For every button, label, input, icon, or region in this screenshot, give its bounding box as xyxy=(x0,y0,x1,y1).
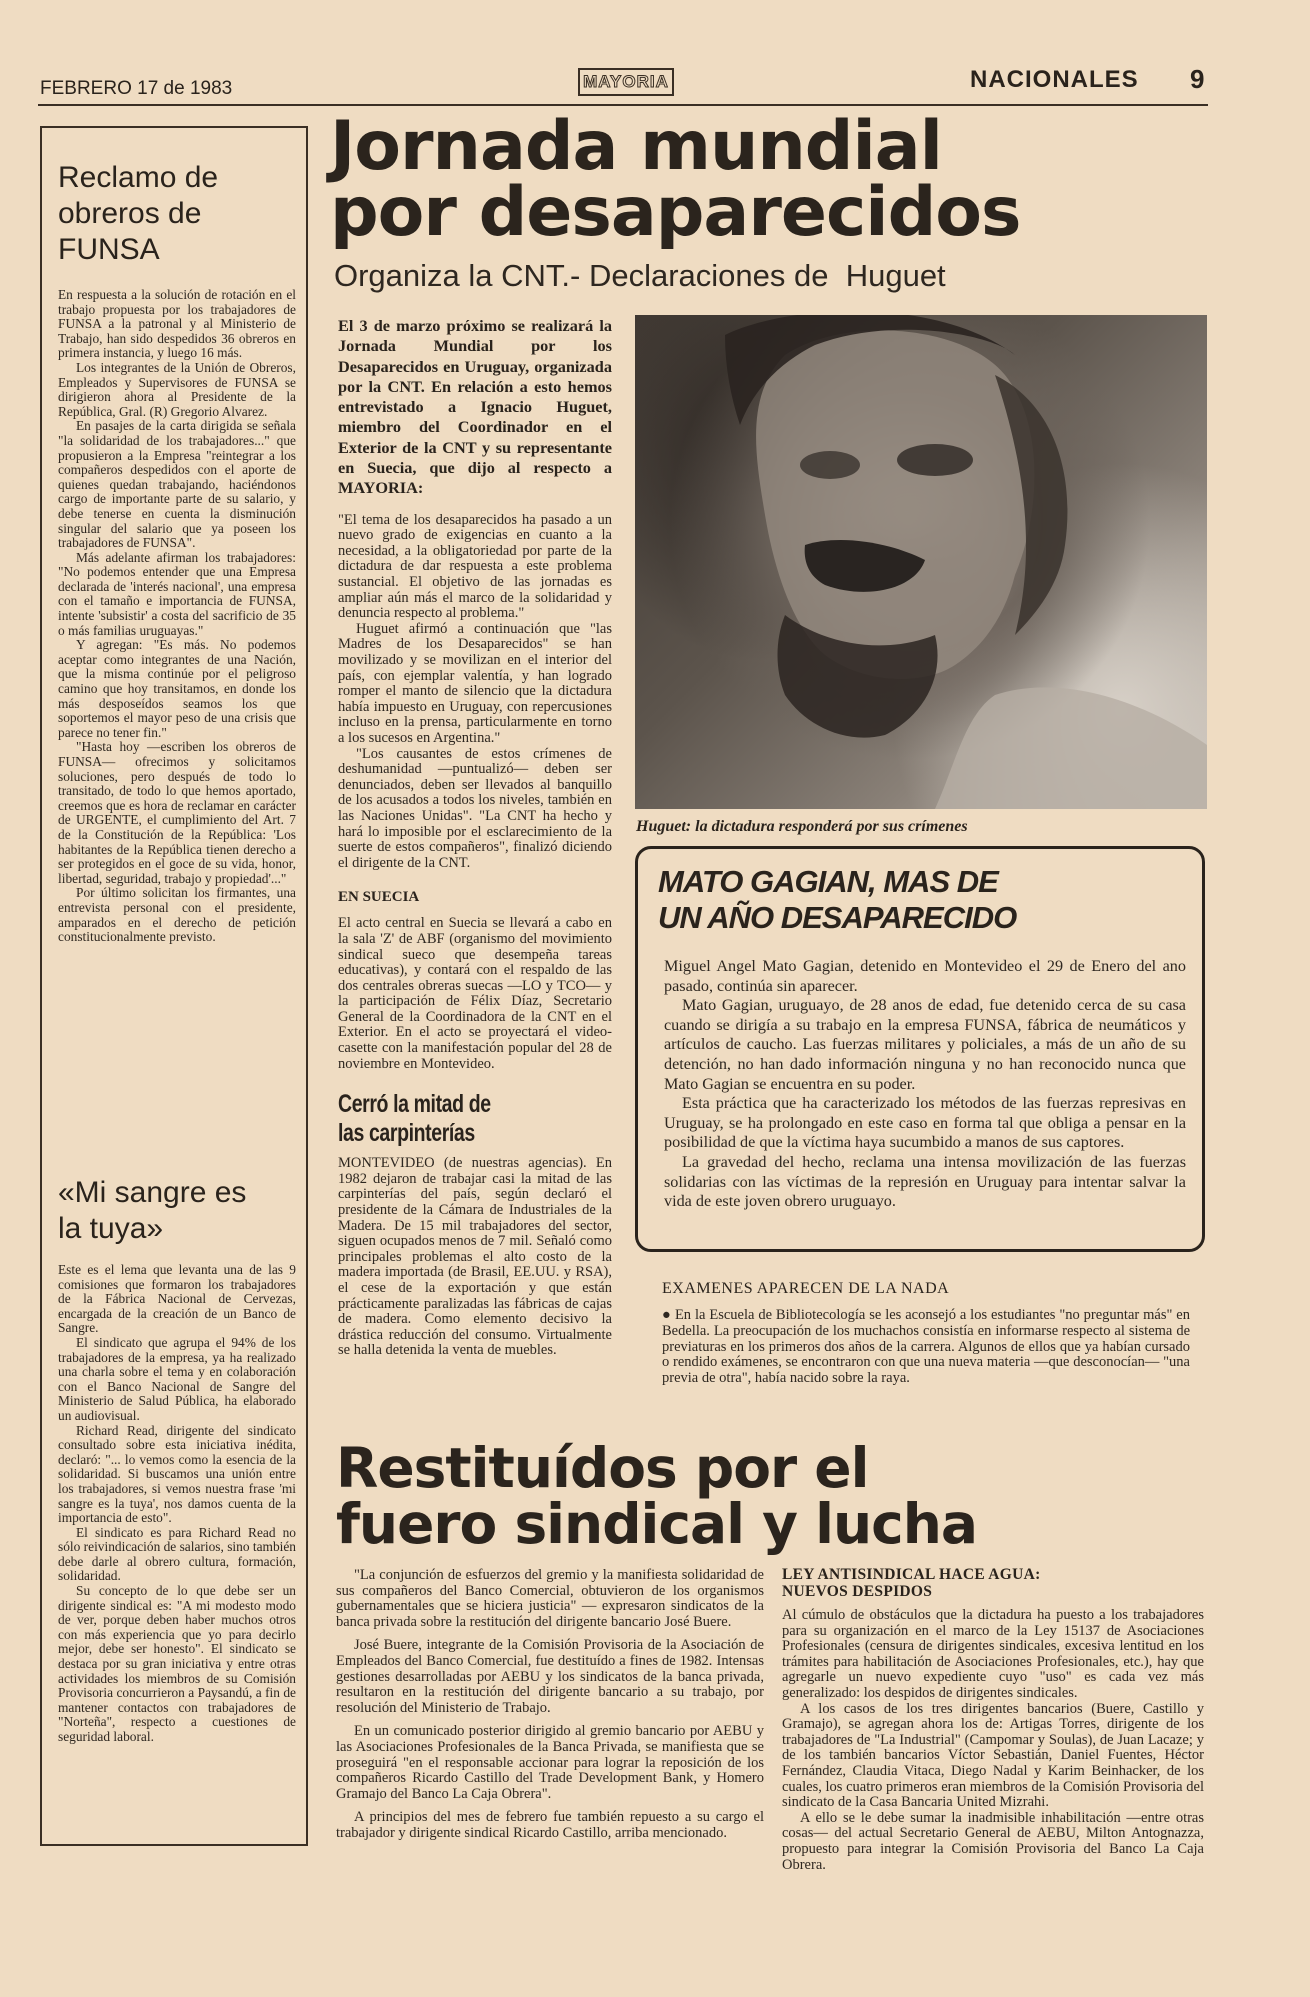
carpinterias-body xyxy=(338,1156,612,1359)
photo-caption: Huguet: la dictadura responderá por sus crímenes xyxy=(636,818,968,835)
sangre-paragraph: Richard Read, dirigente del sindicato consultado sobre esta iniciativa inédita, declaró: "... lo vemos como la esencia de la solidaridad. Si buscamos una unión entre los trabajadores, si vemos nuestra frase 'mi sangre es la tuya', nos damos cuenta de la importancia de esto". xyxy=(58,1422,296,1526)
restituidos-headline-line2: fuero sindical y lucha xyxy=(336,1492,978,1556)
sangre-paragraph: Este es el lema que levanta una de las 9 comisiones que formaron los trabajadores de la Fábrica Nacional de Cervezas, encargada de la creación de un Banco de Sangre. xyxy=(58,1262,296,1336)
mato-paragraph: Esta práctica que ha caracterizado los métodos de las fuerzas represivas en Uruguay, se ha prolongado en este caso en forma tal que obliga a pensar en la posibilidad de que la víctima haya sucumbido a manos de sus captores. xyxy=(664,1094,1186,1152)
sangre-title: «Mi sangre es la tuya» xyxy=(58,1176,247,1245)
funsa-paragraph: En respuesta a la solución de rotación en el trabajo propuesta por los trabajadores de FUNSA a la patronal y al Ministerio de Trabajo, han sido despedidos 36 obreros en primera instancia, y luego 16 más. xyxy=(58,287,296,361)
jornada-paragraph: "Los causantes de estos crímenes de deshumanidad —puntualizó— deben ser denunciados, deben ser llevados al banquillo de los acusados a todos los niveles, también en las Naciones Unidas". "La CNT ha hecho y hará lo imposible por el esclarecimiento de la suerte de estos compañeros", finalizó diciendo el dirigente de la CNT. xyxy=(338,745,612,871)
bullet-icon: ● xyxy=(662,1307,675,1323)
jornada-paragraph: "El tema de los desaparecidos ha pasado a un nuevo grado de exigencias en cuanto a la necesidad, a la obligatoriedad por parte de la dictadura de dar respuesta a este problema sustancial. El objetivo de las jornadas es ampliar aún más el marco de la solidaridad y denuncia respecto al problema." xyxy=(338,511,612,622)
portrait-shapes xyxy=(635,315,1207,809)
logo-text: MAYORIA xyxy=(583,72,669,91)
restituidos-paragraph: A principios del mes de febrero fue también repuesto a su cargo el trabajador y dirigente sindical Ricardo Castillo, arriba mencionado. xyxy=(336,1809,764,1841)
jornada-body xyxy=(338,513,612,872)
restituidos-col1 xyxy=(336,1568,764,1842)
restituidos-paragraph: José Buere, integrante de la Comisión Provisoria de la Asociación de Empleados del Banco Comercial, fue destituído a fines de 1982. Intensas gestiones desarrolladas por AEBU y los sindicatos de la banca privada, resultaron en la restitución del dirigente bancario a su trabajo, por resolución del Ministerio de Trabajo. xyxy=(336,1637,764,1716)
restituidos-col2 xyxy=(782,1566,1204,1873)
funsa-paragraph: "Hasta hoy —escriben los obreros de FUNSA— ofrecimos y solicitamos soluciones, pero después de todo lo transitado, de todo lo que hemos aportado, creemos que es hora de reclamar en carácter de URGENTE, el cumplimiento del Art. 7 de la Constitución de la República: 'Los habitantes de la República tienen derecho a ser protegidos en el goce de su vida, honor, libertad, seguridad, trabajo y propiedad'..." xyxy=(58,739,296,886)
ley-body xyxy=(782,1608,1204,1873)
ley-heading xyxy=(782,1566,1204,1600)
funsa-paragraph: Más adelante afirman los trabajadores: "No podemos entender que una Empresa declarada de 'interés nacional', una empresa con el tamaño e importancia de FUNSA, intente 'subsistir' a costa del sacrificio de 35 o más familias uruguayas." xyxy=(58,549,296,638)
sangre-body xyxy=(58,1263,296,1745)
ley-heading-line2: NUEVOS DESPIDOS xyxy=(782,1583,933,1600)
carpinterias-title-line2: las carpinterías xyxy=(338,1119,475,1148)
funsa-paragraph: Y agregan: "Es más. No podemos aceptar como integrantes de una Nación, que la misma continúe por el peligroso camino que hoy transitamos, en donde los más desposeídos seamos los que soportemos el mayor peso de una crisis que parece no tener fin." xyxy=(58,637,296,740)
mato-title-line1: MATO GAGIAN, MAS DE xyxy=(658,864,998,899)
jornada-column xyxy=(338,316,612,1359)
carpinterias-paragraph: MONTEVIDEO (de nuestras agencias). En 1982 dejaron de trabajar casi la mitad de las carpinterías del país, según declaró el presidente de la Cámara de Industriales de la Madera. De 15 mil trabajadores del sector, siguen ocupados menos de 7 mil. Señaló como principales problemas el alto costo de la madera importada (de Brasil, EE.UU. y RSA), el cese de la exportación y que están prácticamente paralizadas las fábricas de cajas de madera. Como elemento decisivo la drástica reducción del consumo. Virtualmente se halla detenida la venta de muebles. xyxy=(338,1155,612,1359)
sidebar-article-funsa xyxy=(58,160,296,945)
mato-title xyxy=(658,864,1016,936)
suecia-paragraph: El acto central en Suecia se llevará a cabo en la sala 'Z' de ABF (organismo del movimiento sindical sueco que desempeña tareas educativas), y contará con el respaldo de las dos centrales obreras suecas —LO y TCO— y la participación de Félix Díaz, Secretario General de la Coordinadora de la CNT en el Exterior. En el acto se proyectará el video-casette con la manifestación popular del 28 de noviembre en Montevideo. xyxy=(338,915,612,1072)
examenes-title: EXAMENES APARECEN DE LA NADA xyxy=(662,1280,950,1297)
section-name: NACIONALES xyxy=(970,66,1139,93)
ley-paragraph: A ello se le debe sumar la inadmisible inhabilitación —entre otras cosas— del actual Secretario General de AEBU, Milton Antognazza, propuesto para integrar la Comisión Provisoria del Banco La Caja Obrera. xyxy=(782,1809,1204,1873)
carpinterias-title-line1: Cerró la mitad de xyxy=(338,1090,491,1119)
mato-paragraph: Mato Gagian, uruguayo, de 28 anos de edad, fue detenido cerca de su casa cuando se dirigía a su trabajo en la empresa FUNSA, fábrica de neumáticos y artículos de caucho. Las fuerzas militares y policiales, a más de un año de su detención, no han dado información ninguna y no han reconocido nunca que Mato Gagian se encuentra en su poder. xyxy=(664,996,1186,1093)
mato-title-line2: UN AÑO DESAPARECIDO xyxy=(658,900,1017,935)
restituidos-paragraph: "La conjunción de esfuerzos del gremio y la manifiesta solidaridad de sus compañeros del Banco Comercial, obtuvieron de los organismos gubernamentales que se hiciera justicia" — expresaron sindicatos de la banca privada sobre la restitución del dirigente bancario José Buere. xyxy=(336,1567,764,1630)
main-headline-line2: por desaparecidos xyxy=(330,173,1021,252)
examenes-paragraph xyxy=(662,1308,1190,1387)
ley-paragraph: Al cúmulo de obstáculos que la dictadura ha puesto a los trabajadores para su organización en el marco de la Ley 15137 de Asociaciones Profesionales (censura de dirigentes sindicales, excesiva lentitud en los trámites para habilitación de Asociaciones Profesionales, etc.), hay que agregarle un nuevo expediente cuyo "uso" es cada vez más generalizado: los despidos de dirigentes sindicales. xyxy=(782,1607,1204,1701)
funsa-body xyxy=(58,288,296,945)
restituidos-headline-line1: Restituídos por el xyxy=(336,1436,869,1500)
page-number: 9 xyxy=(1190,64,1205,94)
funsa-title: Reclamo de obreros de FUNSA xyxy=(58,161,219,266)
sangre-paragraph: Su concepto de lo que debe ser un dirigente sindical es: "A mi modesto modo de ver, porque deben haber muchos otros con más experiencia que yo para decirlo mejor, debe ser honesto". El sindicato se destaca por su gran iniciativa y entre otras actividades los miembros de su Comisión Provisoria concurrieron a Paysandú, a fin de mantener contactos con trabajadores de "Norteña", respecto a cuestiones de seguridad laboral. xyxy=(58,1583,296,1744)
mato-paragraph: La gravedad del hecho, reclama una intensa movilización de las fuerzas solidarias con las víctimas de la represión en Uruguay para intentar salvar la vida de este joven obrero uruguayo. xyxy=(664,1152,1186,1211)
mato-paragraph: Miguel Angel Mato Gagian, detenido en Montevideo el 29 de Enero del ano pasado, continúa sin aparecer. xyxy=(664,957,1186,995)
examenes-text: En la Escuela de Bibliotecología se les aconsejó a los estudiantes "no preguntar más" en Bedella. La preocupación de los muchachos consistía en informarse respecto al sistema de previaturas en los primeros dos años de la carrera. Algunos de ellos que ya habían cursado o rendido exámenes, se encontraron con que una nueva materia —que desconocían— "una previa de otra", había nacido sobre la raya. xyxy=(662,1307,1190,1387)
issue-date: FEBRERO 17 de 1983 xyxy=(40,78,233,99)
carpinterias-title xyxy=(338,1090,619,1148)
sidebar-article-sangre xyxy=(58,1175,296,1745)
examenes-body xyxy=(662,1308,1190,1387)
jornada-paragraph: Huguet afirmó a continuación que "las Madres de los Desaparecidos" se han movilizado y se movilizan en el interior del país, con ejemplar valentía, y han logrado romper el manto de silencio que la dictadura había impuesto en Uruguay, con repercusiones incluso en la prensa, particularmente en torno a los sucesos en Argentina." xyxy=(338,620,612,746)
funsa-paragraph: En pasajes de la carta dirigida se señala "la solidaridad de los trabajadores..." que propusieron a la Empresa "reintegrar a los compañeros despedidos con el aporte de quienes quedan trabajando, haciéndonos cargo de importante parte de su salario, y debe tenerse en cuenta la disminución singular del salario que ya poseen los trabajadores de FUNSA". xyxy=(58,418,296,551)
main-headline-line1: Jornada mundial xyxy=(330,107,942,186)
funsa-paragraph: Los integrantes de la Unión de Obreros, Empleados y Supervisores de FUNSA se dirigieron ahora al Presidente de la República, Gral. (R) Gregorio Alvarez. xyxy=(58,359,296,419)
huguet-photo xyxy=(635,315,1207,809)
restituidos-paragraph: En un comunicado posterior dirigido al gremio bancario por AEBU y las Asociaciones Profesionales de la Banca Privada, se manifiesta que se proseguirá "en el responsable accionar para lograr la reposición de los compañeros Ricardo Castillo del Trade Development Bank, y Homero Gramajo del Banco La Caja Obrera". xyxy=(336,1723,764,1802)
jornada-lead: El 3 de marzo próximo se realizará la Jornada Mundial por los Desaparecidos en Uruguay, organizada por la CNT. En relación a esto hemos entrevistado a Ignacio Huguet, miembro del Coordinador en el Exterior de la CNT y su representante en Suecia, que dijo al respecto a MAYORIA: xyxy=(338,316,612,498)
mato-body xyxy=(664,957,1186,1212)
ley-paragraph: A los casos de los tres dirigentes bancarios (Buere, Castillo y Gramajo), se agregan ahora los de: Artigas Torres, dirigente de los trabajadores de "La Industrial" (Campomar y Soulas), de Juan Lacaze; y de los también bancarios Víctor Sebastián, Daniel Fuentes, Héctor Fernández, Claudia Vitaca, Diego Nadal y Karim Beinhacker, de los cuales, los cuatro primeros eran miembros de la Comisión Provisoria del sindicato de la Casa Bancaria United Mizrahi. xyxy=(782,1700,1204,1811)
suecia-heading: EN SUECIA xyxy=(338,889,420,906)
main-subhead: Organiza la CNT.- Declaraciones de Huguet xyxy=(334,258,946,293)
masthead-logo xyxy=(578,68,674,96)
sangre-paragraph: El sindicato que agrupa el 94% de los trabajadores de la empresa, ya ha realizado una charla sobre el tema y en colaboración con el Banco Nacional de Sangre del Ministerio de Salud Pública, ha elaborado un audiovisual. xyxy=(58,1334,296,1423)
suecia-body xyxy=(338,916,612,1072)
masthead-rule xyxy=(38,104,1208,106)
ley-heading-line1: LEY ANTISINDICAL HACE AGUA: xyxy=(782,1566,1041,1583)
sangre-paragraph: El sindicato es para Richard Read no sólo reivindicación de salarios, sino también debe darle al obrero cultura, formación, solidaridad. xyxy=(58,1524,296,1584)
funsa-paragraph: Por último solicitan los firmantes, una entrevista personal con el presidente, amparados en el derecho de petición constitucionalmente previsto. xyxy=(58,885,296,945)
